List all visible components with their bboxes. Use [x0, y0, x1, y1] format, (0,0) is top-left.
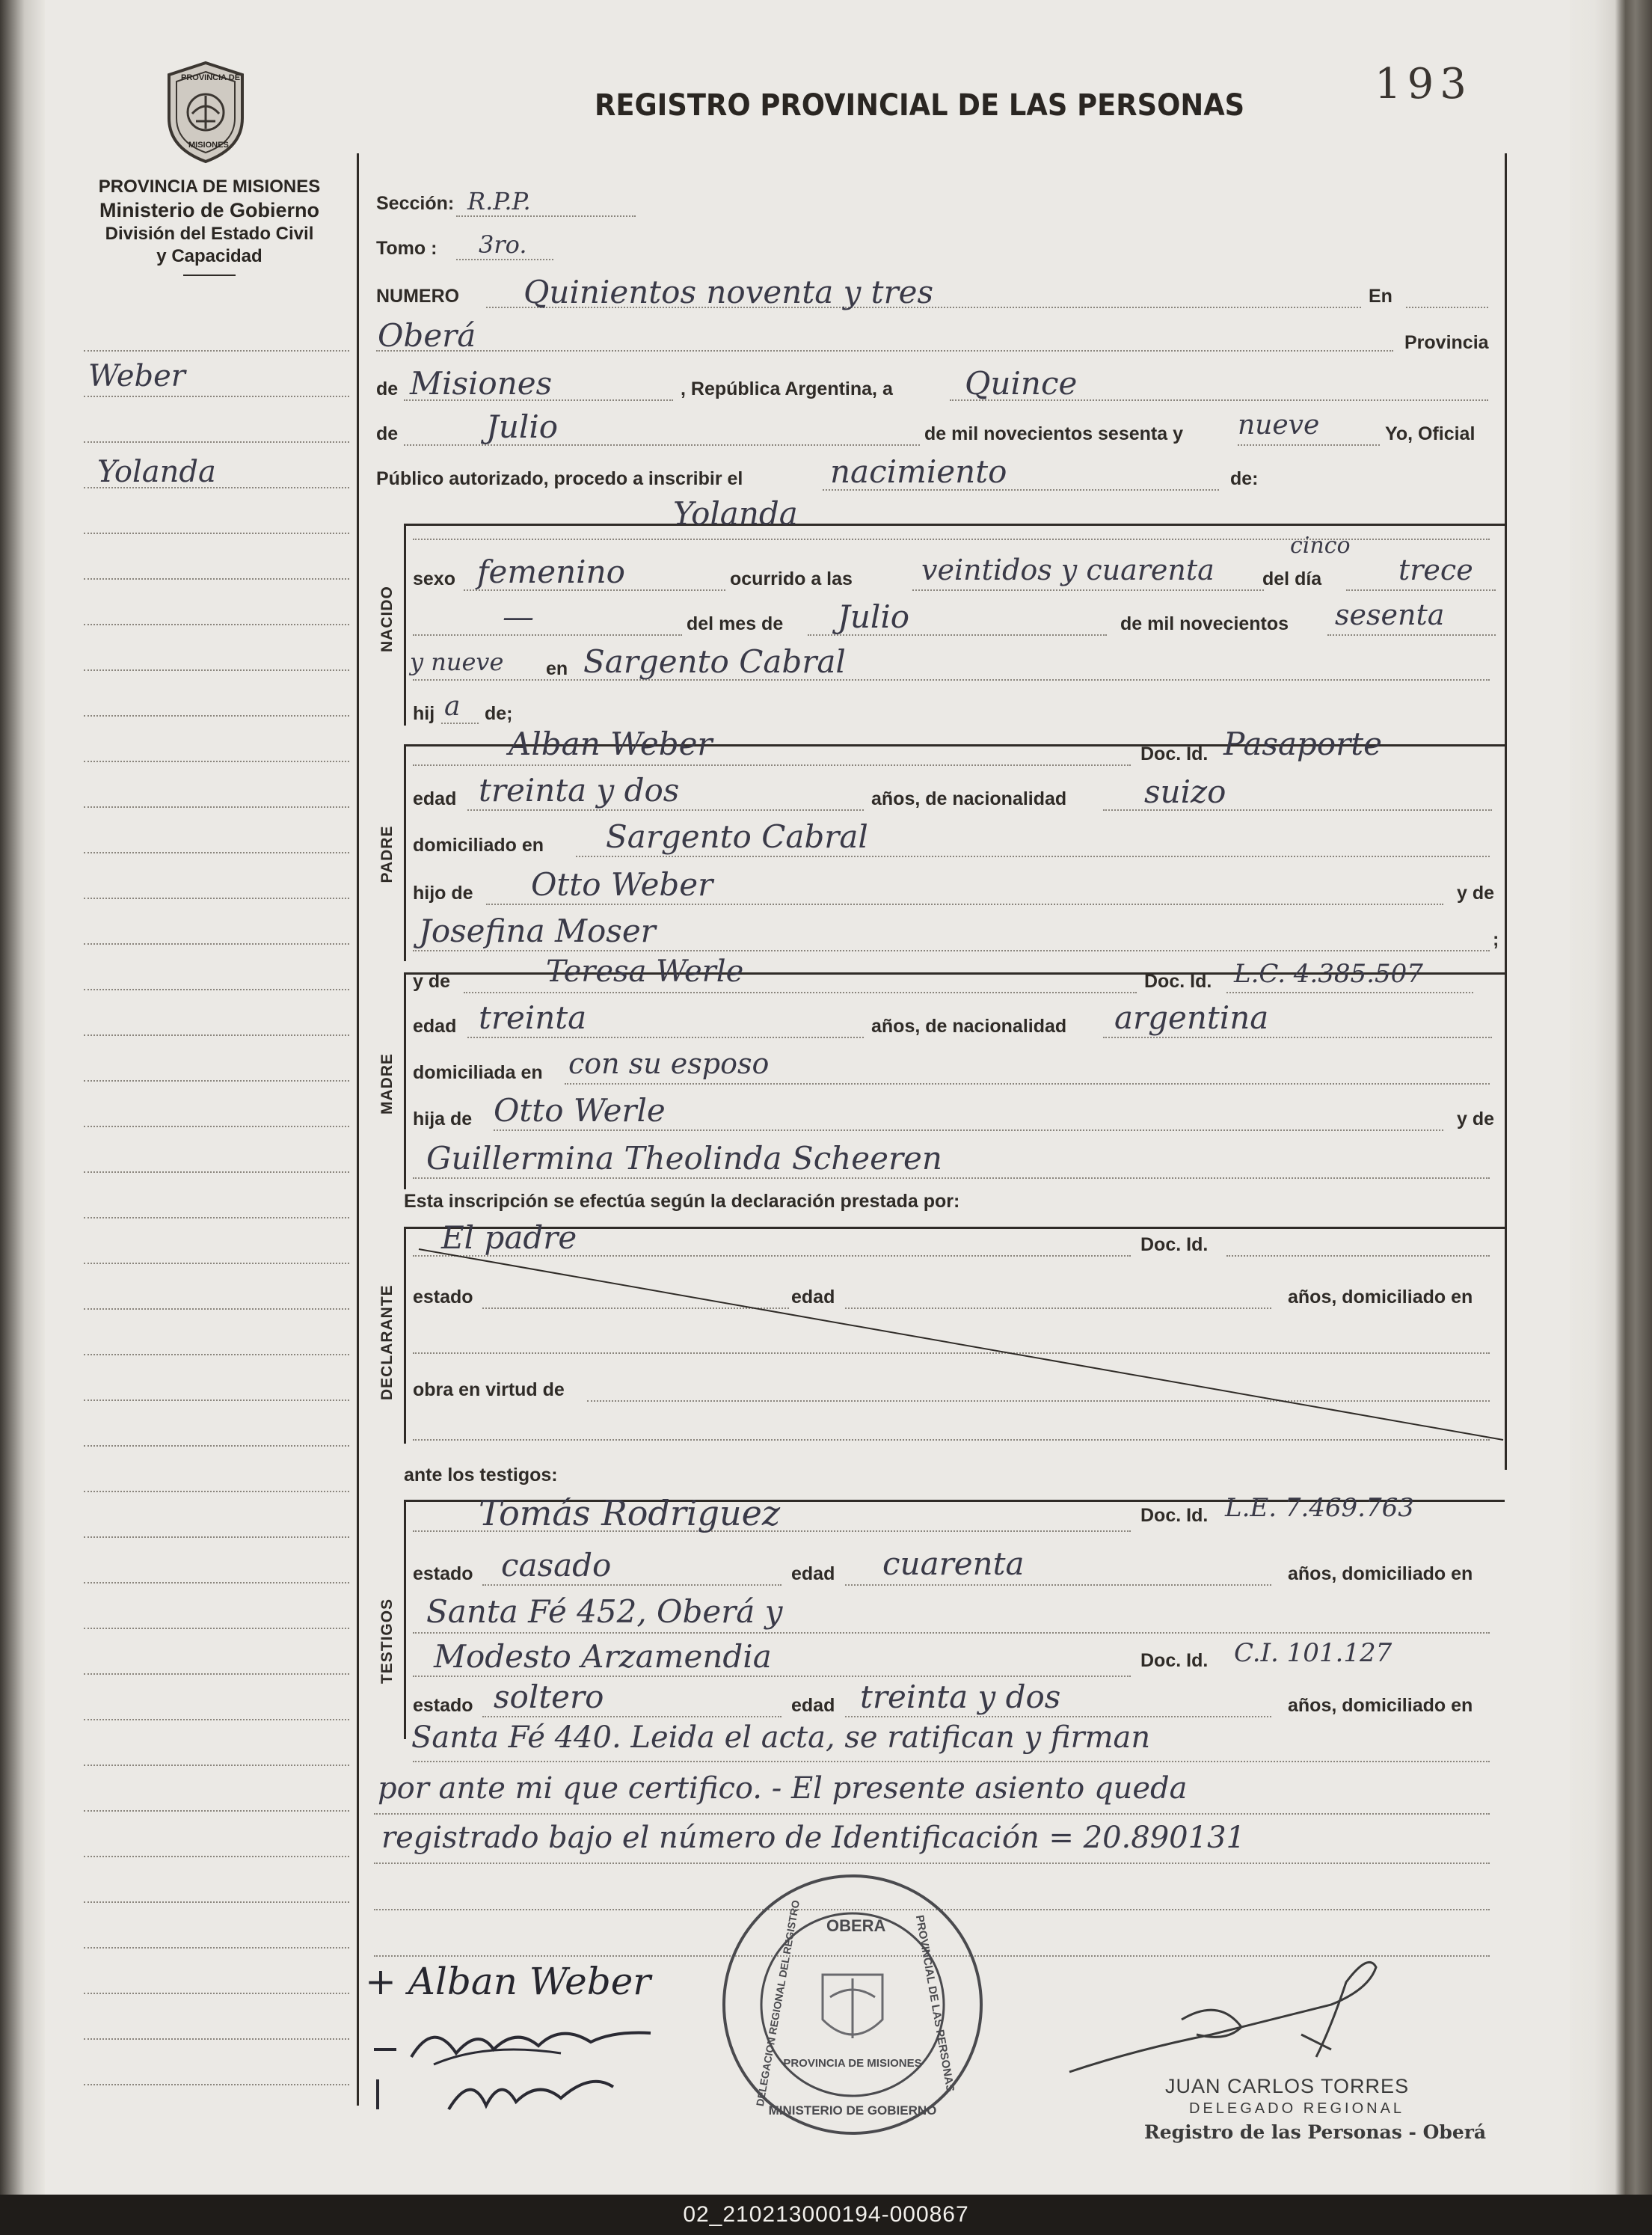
ocurrido-label: ocurrido a las	[730, 568, 853, 589]
official-office: Registro de las Personas - Oberá	[1144, 2121, 1487, 2143]
w2-estado-label: estado	[413, 1695, 473, 1716]
nacido-top-rule	[404, 524, 1505, 526]
margin-dotted-line	[84, 441, 349, 443]
birth-year-value: sesenta	[1335, 598, 1445, 631]
nacido-en-label: en	[546, 658, 568, 679]
declarante-doc-label: Doc. Id.	[1140, 1234, 1209, 1255]
w2-estado-value: soltero	[494, 1678, 604, 1715]
official-signature	[1047, 1937, 1466, 2087]
binding-gutter	[0, 0, 45, 2195]
signature-alban-weber: + Alban Weber	[365, 1960, 651, 2003]
w2-anios-label: años, domiciliado en	[1288, 1695, 1473, 1716]
signature-scribble-2	[366, 2064, 681, 2124]
padre-edad-label: edad	[413, 788, 457, 809]
header-rule	[183, 275, 236, 276]
margin-dotted-line	[84, 761, 349, 762]
padre-edad-line	[467, 809, 864, 811]
month-line	[404, 444, 920, 446]
hour-line	[912, 589, 1264, 591]
place-line	[376, 350, 1393, 352]
closing-line-2	[374, 1862, 1490, 1864]
seccion-label: Sección:	[376, 193, 455, 214]
padre-name-line	[413, 764, 1131, 766]
w1-domicilio-line	[413, 1632, 1490, 1634]
padre-nacionalidad-label: años, de nacionalidad	[871, 788, 1067, 809]
margin-dotted-line	[84, 715, 349, 717]
header-province: PROVINCIA DE MISIONES	[98, 177, 321, 197]
numero-label: NUMERO	[376, 286, 460, 307]
tomo-label: Tomo :	[376, 238, 437, 259]
padre-father-line	[486, 904, 1443, 905]
madre-mother-value: Guillermina Theolinda Scheeren	[426, 1140, 942, 1177]
margin-dotted-line	[84, 533, 349, 534]
provincia-label: Provincia	[1404, 332, 1489, 353]
w2-doc-label: Doc. Id.	[1140, 1650, 1209, 1671]
padre-mother-value: Josefina Moser	[419, 913, 656, 949]
province-value: Misiones	[410, 365, 553, 402]
w1-edad-label: edad	[791, 1563, 835, 1584]
birth-day-line	[1346, 589, 1496, 591]
nacido-de-label: de;	[485, 703, 513, 724]
w1-domicilio-value: Santa Fé 452, Oberá y	[426, 1593, 783, 1630]
padre-semicolon: ;	[1493, 929, 1499, 950]
de-colon-label: de:	[1230, 468, 1259, 489]
madre-doc-label: Doc. Id.	[1144, 971, 1212, 992]
w2-estado-line	[482, 1716, 782, 1717]
margin-dotted-line	[84, 943, 349, 945]
tomo-line	[456, 259, 553, 260]
obra-label: obra en virtud de	[413, 1379, 565, 1400]
margin-dotted-line	[84, 1536, 349, 1538]
stamp-ring-right: PROVINCIAL DE LAS PERSONAS	[912, 1913, 957, 2094]
padre-doc-value: Pasaporte	[1223, 726, 1382, 762]
declarante-name-value: El padre	[441, 1219, 577, 1256]
official-name: JUAN CARLOS TORRES	[1165, 2075, 1410, 2097]
en-label: En	[1369, 286, 1392, 307]
hija-de-label: hija de	[413, 1109, 473, 1129]
month-value: Julio	[486, 408, 559, 445]
numero-value: Quinientos noventa y tres	[523, 274, 934, 310]
hour-value: veintidos y cuarenta	[921, 554, 1215, 586]
sexo-label: sexo	[413, 568, 455, 589]
header-block	[67, 177, 351, 276]
birth-place-value: Sargento Cabral	[583, 643, 846, 680]
madre-domicilio-value: con su esposo	[568, 1047, 770, 1080]
official-stamp	[718, 1870, 987, 2139]
madre-mother-line	[413, 1177, 1490, 1179]
madre-edad-label: edad	[413, 1016, 457, 1037]
w1-edad-line	[845, 1584, 1271, 1586]
padre-domicilio-line	[576, 856, 1490, 857]
margin-dotted-line	[84, 1080, 349, 1082]
margin-dotted-line	[84, 578, 349, 580]
hij-label: hij	[413, 703, 435, 724]
margin-surname: Weber	[88, 359, 185, 393]
year-cont-value: y nueve	[410, 648, 504, 676]
margin-dotted-line	[84, 1993, 349, 1994]
madre-father-line	[494, 1129, 1443, 1131]
w2-edad-value: treinta y dos	[860, 1678, 1061, 1715]
w2-name-value: Modesto Arzamendia	[434, 1638, 772, 1675]
emblem-bottom-text: MISIONES	[188, 141, 229, 150]
birth-day-value: trece	[1398, 554, 1473, 586]
stamp-bottom-text: MINISTERIO DE GOBIERNO	[768, 2103, 937, 2118]
header-division: División del Estado Civil	[105, 224, 314, 244]
madre-doc-line	[1226, 992, 1473, 993]
frame-left-border	[357, 153, 359, 2106]
tomo-value: 3ro.	[479, 230, 527, 259]
declarante-estado-label: estado	[413, 1287, 473, 1307]
publico-label: Público autorizado, procedo a inscribir el	[376, 468, 743, 489]
madre-domicilio-line	[565, 1083, 1490, 1085]
margin-dotted-line	[84, 669, 349, 671]
header-ministry: Ministerio de Gobierno	[99, 199, 320, 221]
margin-dotted-line	[84, 1263, 349, 1264]
margin-dotted-line	[84, 1034, 349, 1036]
margin-dotted-line	[84, 1582, 349, 1583]
padre-name-value: Alban Weber	[509, 726, 713, 762]
w1-name-value: Tomás Rodriguez	[479, 1493, 781, 1533]
w1-anios-label: años, domiciliado en	[1288, 1563, 1473, 1584]
margin-dotted-line	[84, 1491, 349, 1492]
mil-label: de mil novecientos sesenta y	[924, 423, 1183, 444]
madre-nacionalidad-value: argentina	[1114, 999, 1269, 1036]
year-value: nueve	[1238, 410, 1320, 441]
stamp-inner-text: PROVINCIA DE MISIONES	[783, 2057, 922, 2070]
de-label: de	[376, 378, 399, 399]
caption-bar	[0, 2195, 1652, 2235]
declarante-intro: Esta inscripción se efectúa según la declaración prestada por:	[404, 1191, 960, 1212]
w2-domicilio-value: Santa Fé 440. Leida el acta, se ratifican y firman	[411, 1720, 1151, 1755]
margin-dotted-line	[84, 1308, 349, 1310]
margin-dotted-line	[84, 1171, 349, 1173]
padre-yde-label: y de	[1457, 883, 1495, 904]
madre-domicilio-label: domiciliada en	[413, 1062, 543, 1083]
official-title: DELEGADO REGIONAL	[1189, 2100, 1405, 2117]
madre-name-value: Teresa Werle	[546, 954, 744, 989]
day-value: Quince	[965, 365, 1078, 402]
nacido-bracket-line	[404, 524, 406, 726]
madre-father-value: Otto Werle	[494, 1092, 666, 1129]
padre-doc-label: Doc. Id.	[1140, 744, 1209, 764]
declarante-section-label: DECLARANTE	[378, 1284, 396, 1400]
dash-line	[413, 634, 682, 636]
del-dia-label: del día	[1262, 568, 1322, 589]
page-title: REGISTRO PROVINCIAL DE LAS PERSONAS	[595, 88, 1245, 123]
w2-name-line	[413, 1676, 1131, 1677]
madre-bracket-line	[404, 972, 406, 1189]
margin-dotted-line	[84, 1628, 349, 1629]
testigos-intro: ante los testigos:	[404, 1465, 558, 1486]
birth-year-line	[1327, 634, 1496, 636]
padre-edad-value: treinta y dos	[479, 772, 680, 809]
padre-domicilio-label: domiciliado en	[413, 835, 544, 856]
mil-nov-label: de mil novecientos	[1120, 613, 1289, 634]
madre-name-line	[464, 992, 1137, 993]
margin-dotted-line	[84, 1673, 349, 1675]
margin-dotted-line	[84, 1765, 349, 1766]
w2-edad-line	[845, 1716, 1271, 1717]
yo-oficial-label: Yo, Oficial	[1385, 423, 1476, 444]
nacido-section-label: NACIDO	[378, 586, 396, 652]
provincial-emblem	[159, 60, 253, 165]
w1-doc-value: L.E. 7.469.763	[1225, 1493, 1414, 1523]
margin-dotted-line	[84, 1947, 349, 1949]
sexo-value: femenino	[477, 554, 625, 590]
closing-line-1	[374, 1813, 1490, 1815]
seccion-value: R.P.P.	[467, 187, 531, 215]
seccion-line	[456, 215, 636, 217]
emblem-top-text: PROVINCIA DE	[181, 73, 241, 82]
year-line	[1238, 444, 1380, 446]
hij-line	[441, 723, 479, 724]
book-spine-edge	[1570, 0, 1652, 2195]
republica-label: , República Argentina, a	[681, 378, 893, 399]
padre-section-label: PADRE	[378, 825, 396, 883]
madre-doc-value: L.C. 4.385.507	[1234, 959, 1423, 989]
testigos-section-label: TESTIGOS	[378, 1598, 396, 1684]
margin-dotted-line	[84, 1354, 349, 1355]
margin-dotted-line	[84, 852, 349, 853]
nacido-name-value: Yolanda	[673, 495, 798, 532]
margin-dotted-line	[84, 1719, 349, 1720]
closing-text-2: registrado bajo el número de Identificación = 20.890131	[381, 1821, 1245, 1855]
declarante-strike-line	[404, 1242, 1511, 1444]
margin-dotted-line	[84, 1856, 349, 1857]
del-mes-label: del mes de	[687, 613, 784, 634]
margin-dotted-line	[84, 1901, 349, 1903]
w1-estado-value: casado	[501, 1547, 612, 1583]
madre-edad-value: treinta	[479, 999, 587, 1036]
place-value: Oberá	[378, 317, 476, 354]
w2-doc-value: C.I. 101.127	[1234, 1638, 1392, 1668]
margin-dotted-line	[84, 2038, 349, 2040]
margin-dotted-line	[84, 624, 349, 625]
madre-section-label: MADRE	[378, 1053, 396, 1115]
padre-bracket-line	[404, 744, 406, 961]
de-label-2: de	[376, 423, 399, 444]
margin-dotted-line	[84, 1810, 349, 1812]
stamp-top-text: OBERA	[826, 1916, 886, 1935]
page-number: 193	[1375, 60, 1473, 108]
declarante-edad-label: edad	[791, 1287, 835, 1307]
madre-yde-label: y de	[413, 971, 451, 992]
margin-dotted-line	[84, 1445, 349, 1447]
margin-dotted-line	[84, 898, 349, 899]
w1-estado-line	[482, 1584, 782, 1586]
margin-dotted-line	[84, 2084, 349, 2085]
closing-text-1: por ante mi que certifico. - El presente asiento queda	[378, 1771, 1188, 1806]
padre-father-value: Otto Weber	[531, 866, 713, 903]
dash-value: —	[503, 598, 534, 635]
margin-given-name: Yolanda	[97, 455, 216, 489]
madre-nacionalidad-line	[1103, 1037, 1492, 1038]
w1-doc-label: Doc. Id.	[1140, 1505, 1209, 1526]
header-capacidad: y Capacidad	[156, 246, 262, 266]
act-value: nacimiento	[830, 453, 1007, 490]
file-caption: 02_210213000194-000867	[683, 2202, 969, 2227]
w2-edad-label: edad	[791, 1695, 835, 1716]
padre-nacionalidad-value: suizo	[1144, 773, 1226, 810]
margin-dotted-line	[84, 396, 349, 397]
margin-dotted-line	[84, 1399, 349, 1401]
hijo-de-label: hijo de	[413, 883, 473, 904]
madre-nacionalidad-label: años, de nacionalidad	[871, 1016, 1067, 1037]
hour-extra-value: cinco	[1290, 533, 1351, 559]
margin-dotted-line	[84, 350, 349, 352]
w1-estado-label: estado	[413, 1563, 473, 1584]
madre-edad-line	[467, 1037, 864, 1038]
w2-domicilio-line	[413, 1761, 1490, 1762]
stamp-ring-left: DELEGACION REGIONAL DEL REGISTRO	[753, 1898, 802, 2108]
birth-month-value: Julio	[838, 598, 910, 635]
margin-dotted-line	[84, 1126, 349, 1127]
padre-domicilio-value: Sargento Cabral	[606, 818, 868, 855]
madre-yde2-label: y de	[1457, 1109, 1495, 1129]
birth-place-line	[413, 679, 1490, 681]
margin-dotted-line	[84, 1217, 349, 1218]
en-line	[1406, 307, 1488, 308]
margin-dotted-line	[84, 806, 349, 808]
hij-value: a	[444, 691, 461, 722]
w1-edad-value: cuarenta	[882, 1545, 1025, 1582]
declarante-anios-label: años, domiciliado en	[1288, 1287, 1473, 1307]
padre-mother-line	[413, 950, 1490, 951]
testigos-bracket-line	[404, 1500, 406, 1739]
margin-dotted-line	[84, 989, 349, 990]
